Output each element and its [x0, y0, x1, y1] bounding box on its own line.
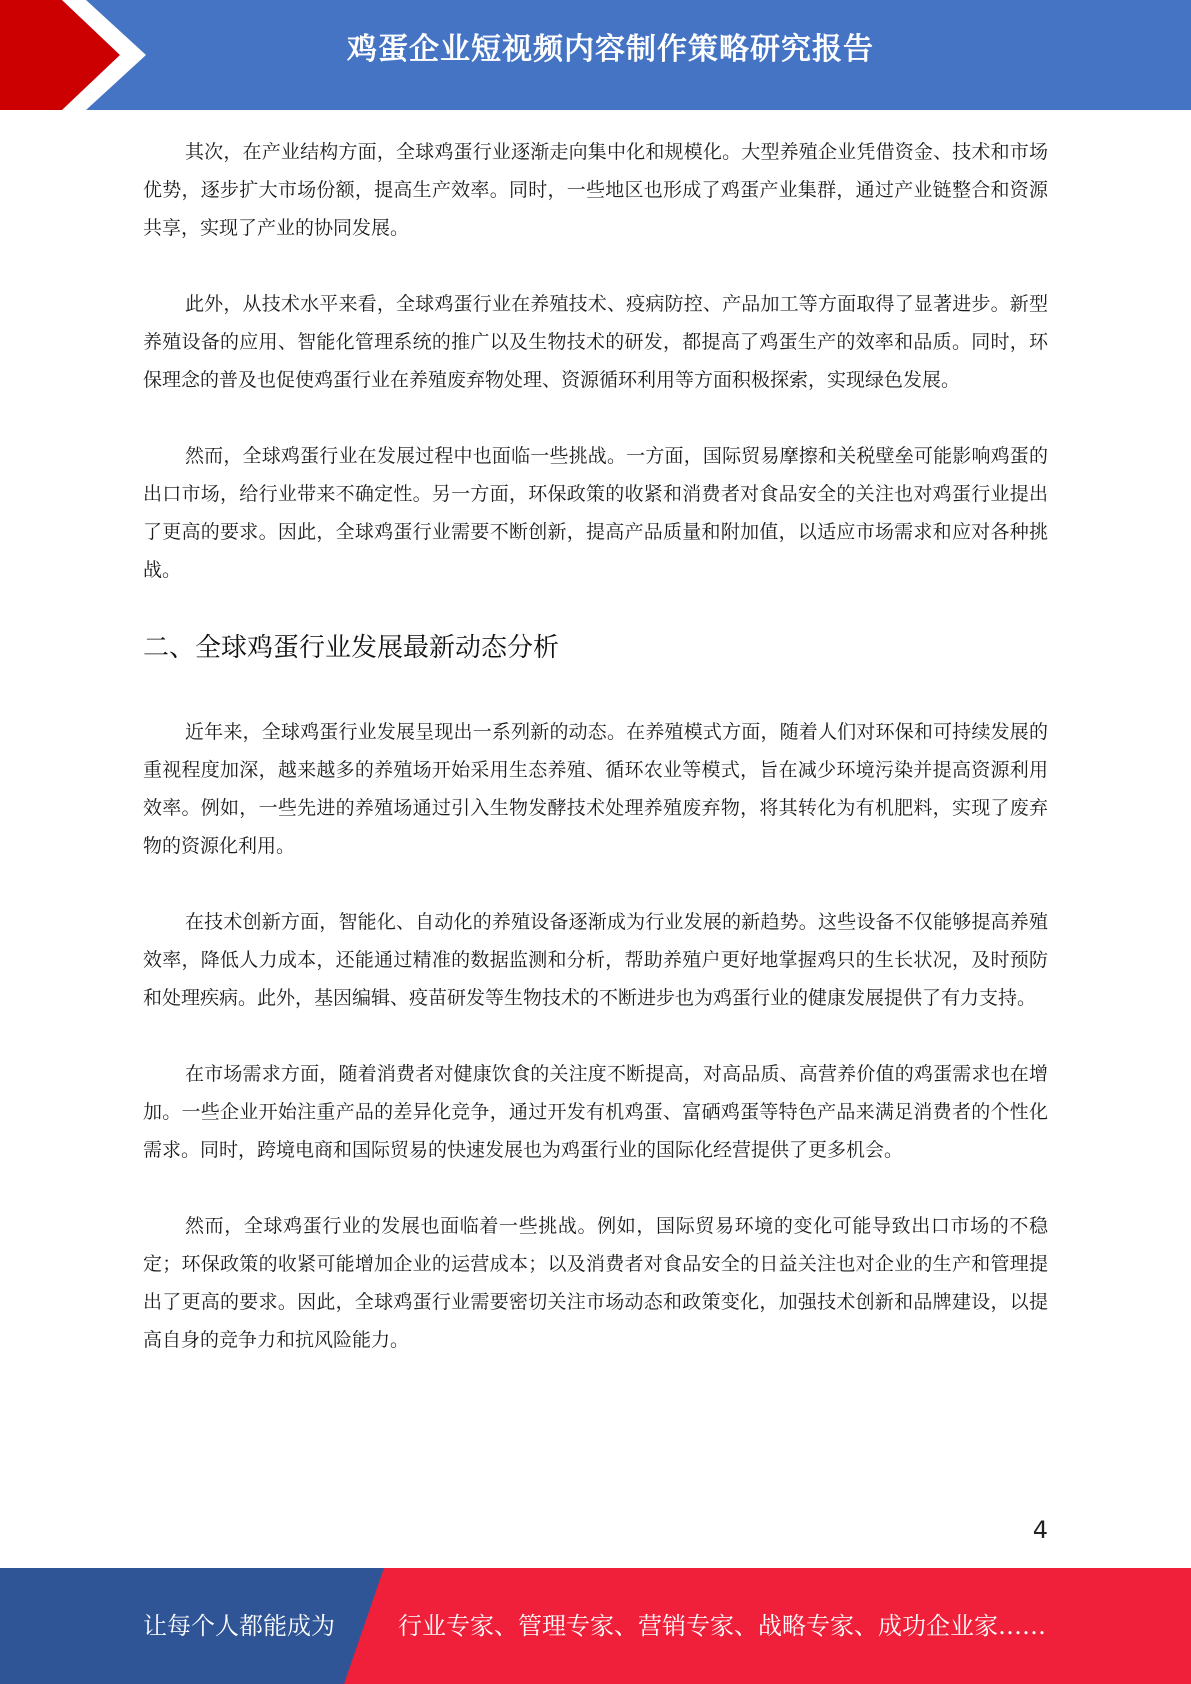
document-body — [143, 133, 1048, 1359]
paragraph-development-challenges: 然而，全球鸡蛋行业的发展也面临着一些挑战。例如，国际贸易环境的变化可能导致出口市场的不稳定；环保政策的收紧可能增加企业的运营成本；以及消费者对食品安全的日益关注也对企业的生产和管理提出了更高的要求。因此，全球鸡蛋行业需要密切关注市场动态和政策变化，加强技术创新和品牌建设，以提高自身的竞争力和抗风险能力。 — [143, 1215, 1048, 1351]
footer-slogan-left: 让每个人都能成为 — [143, 1612, 335, 1640]
paragraph-technology-level: 此外，从技术水平来看，全球鸡蛋行业在养殖技术、疫病防控、产品加工等方面取得了显著进步。新型养殖设备的应用、智能化管理系统的推广以及生物技术的研发，都提高了鸡蛋生产的效率和品质。同时，环保理念的普及也促使鸡蛋行业在养殖废弃物处理、资源循环利用等方面积极探索，实现绿色发展。 — [143, 293, 1048, 391]
page-header — [0, 0, 1191, 110]
section-heading: 二、全球鸡蛋行业发展最新动态分析 — [143, 633, 560, 663]
paragraph-tech-innovation: 在技术创新方面，智能化、自动化的养殖设备逐渐成为行业发展的新趋势。这些设备不仅能够提高养殖效率，降低人力成本，还能通过精准的数据监测和分析，帮助养殖户更好地掌握鸡只的生长状况，及时预防和处理疾病。此外，基因编辑、疫苗研发等生物技术的不断进步也为鸡蛋行业的健康发展提供了有力支持。 — [143, 911, 1048, 1009]
page-number: 4 — [1032, 1516, 1048, 1544]
paragraph-market-demand: 在市场需求方面，随着消费者对健康饮食的关注度不断提高，对高品质、高营养价值的鸡蛋需求也在增加。一些企业开始注重产品的差异化竞争，通过开发有机鸡蛋、富硒鸡蛋等特色产品来满足消费者的个性化需求。同时，跨境电商和国际贸易的快速发展也为鸡蛋行业的国际化经营提供了更多机会。 — [143, 1063, 1048, 1161]
report-title: 鸡蛋企业短视频内容制作策略研究报告 — [347, 32, 874, 67]
paragraph-industry-structure: 其次，在产业结构方面，全球鸡蛋行业逐渐走向集中化和规模化。大型养殖企业凭借资金、技术和市场优势，逐步扩大市场份额，提高生产效率。同时，一些地区也形成了鸡蛋产业集群，通过产业链整合和资源共享，实现了产业的协同发展。 — [143, 141, 1048, 239]
paragraph-challenges: 然而，全球鸡蛋行业在发展过程中也面临一些挑战。一方面，国际贸易摩擦和关税壁垒可能影响鸡蛋的出口市场，给行业带来不确定性。另一方面，环保政策的收紧和消费者对食品安全的关注也对鸡蛋行业提出了更高的要求。因此，全球鸡蛋行业需要不断创新，提高产品质量和附加值，以适应市场需求和应对各种挑战。 — [143, 445, 1048, 581]
footer-slogan-right: 行业专家、管理专家、营销专家、战略专家、成功企业家…… — [398, 1612, 1046, 1640]
paragraph-recent-dynamics: 近年来，全球鸡蛋行业发展呈现出一系列新的动态。在养殖模式方面，随着人们对环保和可持续发展的重视程度加深，越来越多的养殖场开始采用生态养殖、循环农业等模式，旨在减少环境污染并提高资源利用效率。例如，一些先进的养殖场通过引入生物发酵技术处理养殖废弃物，将其转化为有机肥料，实现了废弃物的资源化利用。 — [143, 721, 1048, 857]
header-chevron-decoration — [0, 0, 160, 110]
page-footer — [0, 1568, 1191, 1684]
